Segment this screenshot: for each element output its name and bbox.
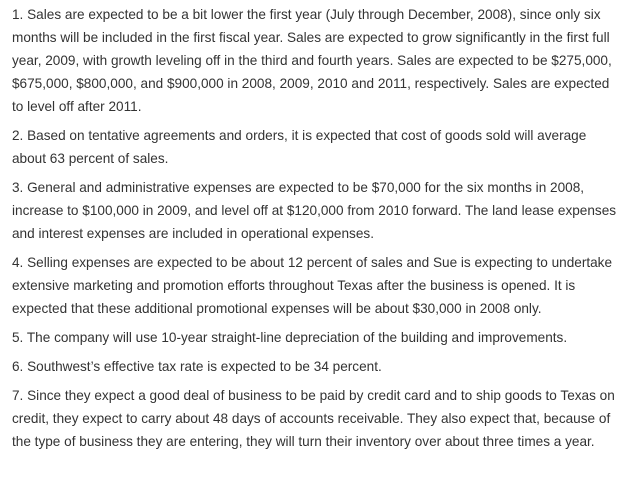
paragraph-selling-expenses: 4. Selling expenses are expected to be about 12 percent of sales and Sue is expecting to undertake extensive marketing and promotion efforts throughout Texas after the business is opened. It is expected that these additional promotional expenses will be about $30,000 in 2008 only. <box>12 255 613 316</box>
paragraph-receivables-inventory: 7. Since they expect a good deal of business to be paid by credit card and to ship goods to Texas on credit, they expect to carry about 48 days of accounts receivable. They also expect that, because of the type of business they are entering, they will turn their inventory over about three times a year. <box>12 388 615 449</box>
paragraph-sales: 1. Sales are expected to be a bit lower the first year (July through December, 2008), since only six months will be included in the first fiscal year. Sales are expected to grow significantly in the first full year, 2009, with growth leveling off in the third and fourth years. Sales are expected to be $275,000, $675,000, $800,000, and $900,000 in 2008, 2009, 2010 and 2011, respectively. Sales are expected to level off after 2011. <box>12 7 612 114</box>
paragraph-cost-of-goods: 2. Based on tentative agreements and orders, it is expected that cost of goods sold will average about 63 percent of sales. <box>12 128 587 166</box>
paragraph-general-admin: 3. General and administrative expenses are expected to be $70,000 for the six months in 2008, increase to $100,000 in 2009, and level off at $120,000 from 2010 forward. The land lease expenses and interest expenses are included in operational expenses. <box>12 180 617 241</box>
paragraph-tax-rate: 6. Southwest’s effective tax rate is expected to be 34 percent. <box>12 359 382 374</box>
paragraph-depreciation: 5. The company will use 10-year straight-line depreciation of the building and improvements. <box>12 330 568 345</box>
